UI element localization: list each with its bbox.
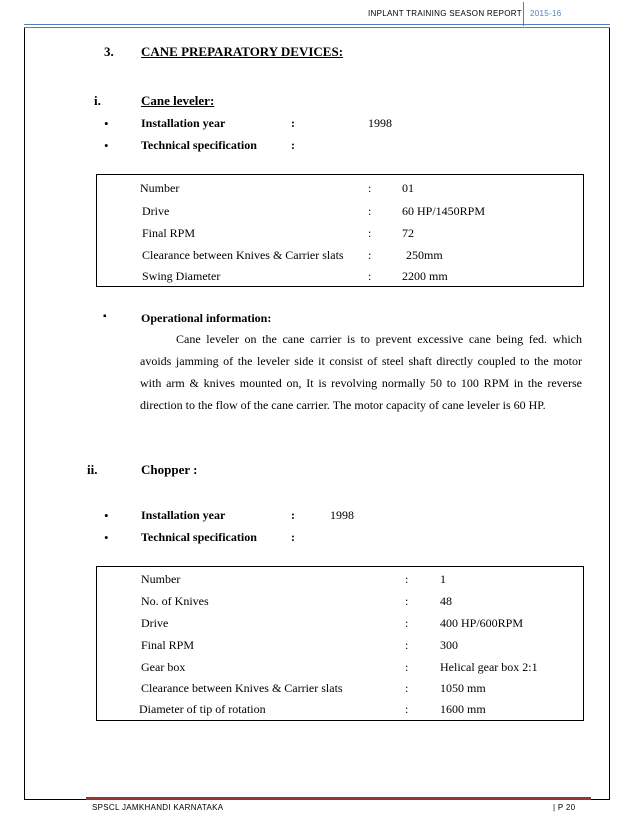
leveler-tech-label: Technical specification [141,138,257,152]
table-cell-colon: : [405,572,409,586]
table-cell-value: 60 HP/1450RPM [402,204,486,218]
table-cell-label: Drive [141,616,169,630]
header-title: INPLANT TRAINING SEASON REPORT [368,9,522,18]
chopper-tech-label: Technical specification [141,530,257,544]
chopper-install-value: 1998 [330,508,354,522]
table-cell-colon: : [405,594,409,608]
table-cell-value: 2200 mm [402,269,448,283]
table-cell-colon: : [368,226,372,240]
table-cell-colon: : [405,702,409,716]
table-cell-label: Gear box [141,660,186,674]
footer-org: SPSCL JAMKHANDI KARNATAKA [92,803,224,812]
table-cell-label: No. of Knives [141,594,209,608]
table-cell-label: Diameter of tip of rotation [139,702,266,716]
chopper-numeral: ii. [87,462,98,477]
table-cell-colon: : [405,638,409,652]
leveler-install-value: 1998 [368,116,392,130]
table-cell-colon: : [368,204,372,218]
chopper-spec-table [96,566,584,721]
bullet-dot: • [104,138,109,153]
leveler-install-colon: : [291,116,295,130]
header-separator [523,2,524,26]
table-cell-colon: : [368,248,372,262]
table-cell-colon: : [405,616,409,630]
header-year: 2015-16 [530,9,562,18]
table-cell-label: Clearance between Knives & Carrier slats [141,681,343,695]
chopper-tech-colon: : [291,530,295,544]
table-cell-colon: : [405,681,409,695]
table-cell-value: Helical gear box 2:1 [440,660,538,674]
table-cell-value: 1 [440,572,446,586]
table-cell-label: Clearance between Knives & Carrier slats [142,248,344,262]
table-cell-value: 1600 mm [440,702,486,716]
table-cell-value: 72 [402,226,414,240]
table-cell-colon: : [405,660,409,674]
leveler-tech-colon: : [291,138,295,152]
leveler-numeral: i. [94,93,101,108]
table-cell-label: Drive [142,204,170,218]
table-cell-label: Final RPM [142,226,196,240]
table-cell-value: 300 [440,638,458,652]
op-info-paragraph: Cane leveler on the cane carrier is to prevent excessive cane being fed. which avoids jamming of the leveler side it consist of steel shaft directly coupled to the motor with arm & knives mounted on, It is revolving normally 50 to 100 RPM in the reverse direction to the flow of the cane carrier. The motor capacity of cane leveler is 60 HP. [140,332,582,412]
op-info-title: Operational information: [141,311,272,325]
section-number: 3. [104,44,114,59]
chopper-install-label: Installation year [141,508,226,522]
table-cell-label: Number [140,181,180,195]
square-bullet-icon: ▪ [103,311,107,322]
leveler-install-label: Installation year [141,116,226,130]
leveler-title: Cane leveler: [141,93,215,108]
chopper-title: Chopper : [141,462,198,477]
table-cell-label: Final RPM [141,638,195,652]
chopper-install-colon: : [291,508,295,522]
bullet-dot: • [104,508,109,523]
header-rule [24,24,610,25]
table-cell-value: 01 [402,181,414,195]
table-cell-value: 48 [440,594,452,608]
table-cell-colon: : [368,181,372,195]
table-cell-value: 250mm [406,248,443,262]
section-title: CANE PREPARATORY DEVICES: [141,44,344,59]
table-cell-value: 400 HP/600RPM [440,616,524,630]
footer-page-number: | P 20 [553,803,576,812]
leveler-spec-table [96,174,584,287]
table-cell-value: 1050 mm [440,681,486,695]
table-cell-label: Number [141,572,181,586]
bullet-dot: • [104,530,109,545]
footer-rule [86,797,591,800]
table-cell-label: Swing Diameter [142,269,221,283]
table-cell-colon: : [368,269,372,283]
bullet-dot: • [104,116,109,131]
